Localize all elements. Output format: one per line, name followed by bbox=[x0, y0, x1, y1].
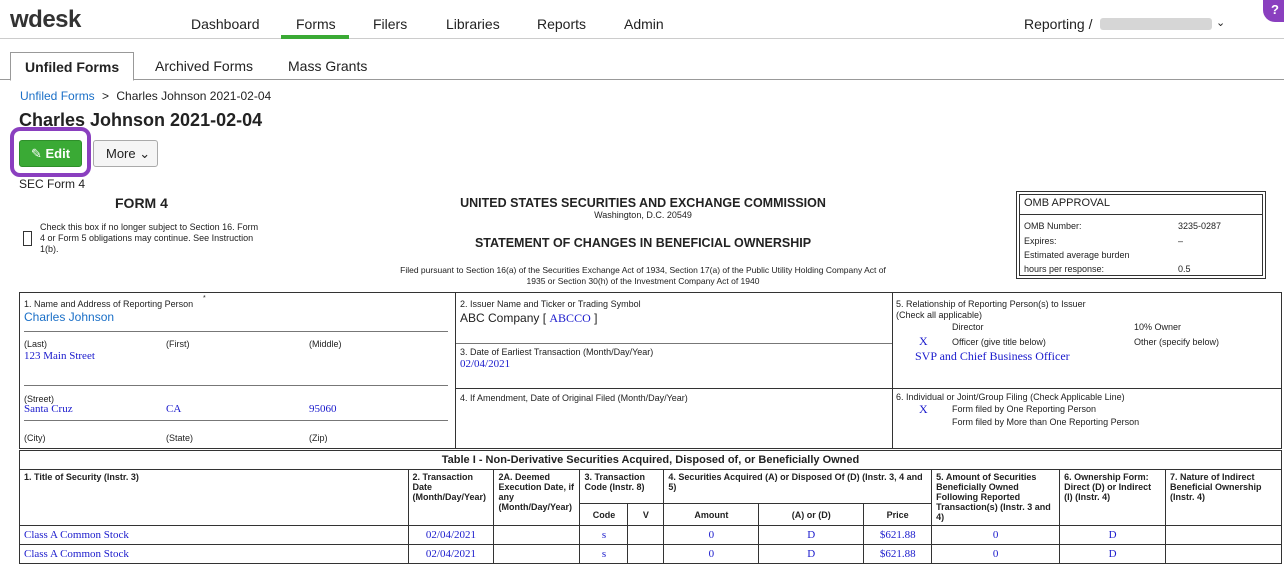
ten-percent-owner-option[interactable]: 10% Owner bbox=[1134, 322, 1182, 332]
middle-label: (Middle) bbox=[309, 339, 342, 349]
section16-note: Check this box if no longer subject to Section 16. Form 4 or Form 5 obligations may continue. See Instruction 1(b). bbox=[40, 222, 259, 254]
street-label: (Street) bbox=[24, 394, 55, 404]
help-icon[interactable]: ? bbox=[1263, 0, 1284, 22]
row-v[interactable] bbox=[628, 526, 664, 545]
tab-archived-forms[interactable]: Archived Forms bbox=[155, 58, 254, 74]
chevron-down-icon[interactable]: ⌄ bbox=[1216, 17, 1226, 29]
reporting-person-label: 1. Name and Address of Reporting Person bbox=[24, 299, 194, 309]
filing-check-mark[interactable]: X bbox=[919, 402, 928, 416]
row-form[interactable]: D bbox=[1060, 545, 1166, 564]
col-deemed-date: 2A. Deemed Execution Date, if any (Month/Day/Year) bbox=[494, 470, 580, 526]
col-securities-acquired: 4. Securities Acquired (A) or Disposed Of (D) (Instr. 3, 4 and 5) bbox=[664, 470, 932, 504]
omb-hours: 0.5 bbox=[1178, 264, 1191, 274]
row-v[interactable] bbox=[628, 545, 664, 564]
table-row[interactable] bbox=[20, 526, 1282, 545]
row-owned[interactable]: 0 bbox=[932, 545, 1060, 564]
other-option[interactable]: Other (specify below) bbox=[1134, 337, 1220, 347]
wdesk-logo[interactable]: wdesk bbox=[10, 6, 81, 33]
row-form[interactable]: D bbox=[1060, 526, 1166, 545]
table-non-derivative bbox=[19, 450, 1282, 564]
omb-title: OMB APPROVAL bbox=[1024, 197, 1110, 209]
row-amount[interactable]: 0 bbox=[664, 545, 759, 564]
col-price: Price bbox=[864, 504, 932, 526]
top-nav-bar bbox=[0, 0, 1284, 39]
row-price[interactable]: $621.88 bbox=[864, 526, 932, 545]
officer-option[interactable]: Officer (give title below) bbox=[952, 337, 1046, 347]
officer-check-mark[interactable]: X bbox=[919, 334, 928, 348]
earliest-transaction-label: 3. Date of Earliest Transaction (Month/Day/Year) bbox=[460, 347, 654, 357]
omb-expires-label: Expires: bbox=[1024, 236, 1057, 246]
row-deemed[interactable] bbox=[494, 526, 580, 545]
section16-checkbox[interactable] bbox=[23, 231, 32, 246]
officer-title[interactable]: SVP and Chief Business Officer bbox=[915, 349, 1070, 363]
zip-label: (Zip) bbox=[309, 433, 328, 443]
page-title: Charles Johnson 2021-02-04 bbox=[19, 110, 263, 130]
earliest-transaction-date[interactable]: 02/04/2021 bbox=[460, 358, 511, 370]
statement-title: STATEMENT OF CHANGES IN BENEFICIAL OWNERSHIP bbox=[474, 236, 812, 250]
filing-one-person[interactable]: Form filed by One Reporting Person bbox=[952, 404, 1097, 414]
form-name: FORM 4 bbox=[115, 195, 168, 211]
omb-number: 3235-0287 bbox=[1178, 221, 1222, 231]
breadcrumb-current: Charles Johnson 2021-02-04 bbox=[116, 89, 272, 103]
state-label: (State) bbox=[166, 433, 194, 443]
issuer-name-line bbox=[460, 311, 597, 326]
amendment-label: 4. If Amendment, Date of Original Filed (Month/Day/Year) bbox=[460, 393, 688, 403]
nav-admin[interactable]: Admin bbox=[624, 16, 664, 32]
breadcrumb-unfiled-forms[interactable]: Unfiled Forms bbox=[20, 89, 95, 103]
col-v: V bbox=[628, 504, 664, 526]
row-title[interactable]: Class A Common Stock bbox=[20, 526, 409, 545]
reporting-person-name[interactable]: Charles Johnson bbox=[24, 310, 115, 324]
first-label: (First) bbox=[166, 339, 190, 349]
col-transaction-date: 2. Transaction Date (Month/Day/Year) bbox=[408, 470, 494, 526]
col-ownership-form: 6. Ownership Form: Direct (D) or Indirect (I) (Instr. 4) bbox=[1060, 470, 1166, 526]
issuer-label: 2. Issuer Name and Ticker or Trading Symbol bbox=[460, 299, 641, 309]
street-underline bbox=[24, 385, 448, 386]
omb-hours-label: hours per response: bbox=[1024, 264, 1105, 274]
col-a-or-d: (A) or (D) bbox=[759, 504, 864, 526]
active-nav-indicator bbox=[281, 35, 349, 39]
omb-number-label: OMB Number: bbox=[1024, 221, 1082, 231]
table-caption: Table I - Non-Derivative Securities Acquired, Disposed of, or Beneficially Owned bbox=[20, 451, 1282, 470]
tab-unfiled-forms[interactable]: Unfiled Forms bbox=[10, 52, 134, 81]
relationship-label: 5. Relationship of Reporting Person(s) to Issuer bbox=[896, 299, 1086, 309]
agency-address: Washington, D.C. 20549 bbox=[594, 210, 692, 220]
table-row[interactable] bbox=[20, 545, 1282, 564]
agency-title: UNITED STATES SECURITIES AND EXCHANGE COMMISSION bbox=[460, 196, 826, 210]
row-nature[interactable] bbox=[1166, 545, 1282, 564]
name-underline bbox=[24, 331, 448, 332]
issuer-divider bbox=[456, 343, 892, 344]
breadcrumb bbox=[20, 89, 271, 103]
row-owned[interactable]: 0 bbox=[932, 526, 1060, 545]
row-title[interactable]: Class A Common Stock bbox=[20, 545, 409, 564]
city-value[interactable]: Santa Cruz bbox=[24, 403, 73, 415]
nav-forms[interactable]: Forms bbox=[296, 16, 336, 32]
asterisk-note: * bbox=[203, 295, 206, 302]
tab-mass-grants[interactable]: Mass Grants bbox=[288, 58, 368, 74]
row-amount[interactable]: 0 bbox=[664, 526, 759, 545]
row-date[interactable]: 02/04/2021 bbox=[408, 545, 494, 564]
last-label: (Last) bbox=[24, 339, 48, 349]
col-code: Code bbox=[580, 504, 628, 526]
edit-button[interactable]: ✎ Edit bbox=[19, 140, 82, 167]
issuer-ticker[interactable]: ABCCO bbox=[549, 311, 591, 325]
more-dropdown-button[interactable]: More ⌄ bbox=[93, 140, 158, 167]
nav-libraries[interactable]: Libraries bbox=[446, 16, 500, 32]
col-amount: Amount bbox=[664, 504, 759, 526]
account-name-redacted[interactable] bbox=[1100, 18, 1212, 30]
sec-form-label: SEC Form 4 bbox=[19, 177, 86, 191]
filed-pursuant-note: Filed pursuant to Section 16(a) of the Securities Exchange Act of 1934, Section 17(a) of the Public Utility Holding Company Act of 1935 or Section 30(h) of the Investment Company Act of 1940 bbox=[400, 265, 886, 286]
workspace-label[interactable]: Reporting / bbox=[1024, 16, 1093, 32]
row-nature[interactable] bbox=[1166, 526, 1282, 545]
state-value[interactable]: CA bbox=[166, 403, 182, 415]
omb-expires: – bbox=[1178, 236, 1184, 246]
col-title: 1. Title of Security (Instr. 3) bbox=[20, 470, 409, 526]
forms-tabs bbox=[0, 52, 1284, 80]
row-code[interactable]: s bbox=[580, 545, 628, 564]
relationship-sub: (Check all applicable) bbox=[896, 310, 983, 320]
omb-divider bbox=[1019, 214, 1263, 215]
issuer-ticker-close: ] bbox=[594, 311, 598, 325]
zip-value[interactable]: 95060 bbox=[309, 403, 337, 415]
row-price[interactable]: $621.88 bbox=[864, 545, 932, 564]
col-amount-owned: 5. Amount of Securities Beneficially Owned Following Reported Transaction(s) (Instr. 3 and 4) bbox=[932, 470, 1060, 526]
city-label: (City) bbox=[24, 433, 46, 443]
city-underline bbox=[24, 420, 448, 421]
nav-dashboard[interactable]: Dashboard bbox=[191, 16, 260, 32]
issuer-name: ABC Company [ bbox=[460, 311, 547, 325]
col-nature: 7. Nature of Indirect Beneficial Ownership (Instr. 4) bbox=[1166, 470, 1282, 526]
row-a-or-d[interactable]: D bbox=[759, 545, 864, 564]
row-deemed[interactable] bbox=[494, 545, 580, 564]
nav-filers[interactable]: Filers bbox=[373, 16, 408, 32]
director-option[interactable]: Director bbox=[952, 322, 984, 332]
row-a-or-d[interactable]: D bbox=[759, 526, 864, 545]
nav-reports[interactable]: Reports bbox=[537, 16, 587, 32]
breadcrumb-separator: > bbox=[102, 89, 110, 103]
row-date[interactable]: 02/04/2021 bbox=[408, 526, 494, 545]
omb-burden-label: Estimated average burden bbox=[1024, 250, 1130, 260]
filing-label: 6. Individual or Joint/Group Filing (Check Applicable Line) bbox=[896, 392, 1125, 402]
filing-more-persons[interactable]: Form filed by More than One Reporting Person bbox=[952, 417, 1140, 427]
col-transaction-code: 3. Transaction Code (Instr. 8) bbox=[580, 470, 664, 504]
street-value[interactable]: 123 Main Street bbox=[24, 350, 95, 362]
row-code[interactable]: s bbox=[580, 526, 628, 545]
